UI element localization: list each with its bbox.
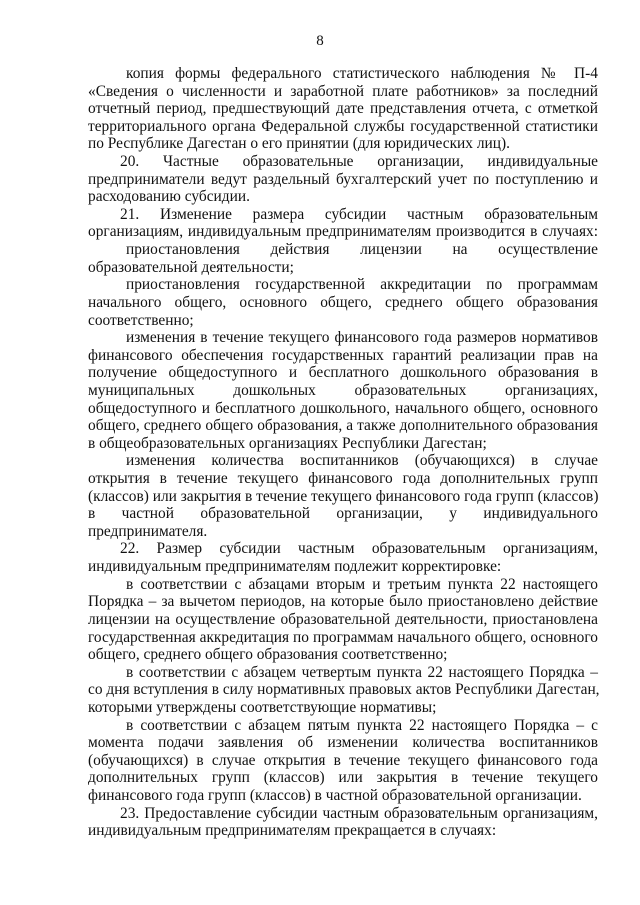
text-line: отчетный период, предшествующий дате представления отчета, с отметкой — [88, 100, 598, 118]
text-line: дополнительных групп (классов) или закрытия в течение текущего — [88, 769, 598, 787]
text-line: начального общего, основного общего, среднего общего образования — [88, 293, 598, 311]
text-line: в соответствии с абзацами вторым и третьим пункта 22 настоящего — [126, 575, 598, 593]
text-line: расходованию субсидии. — [88, 188, 250, 206]
text-line: территориального органа Федеральной службы государственной статистики — [88, 117, 598, 135]
text-line: приостановления государственной аккредитации по программам — [126, 276, 598, 294]
text-line: по Республике Дагестан о его принятии (для юридических лиц). — [88, 135, 510, 153]
text-line: (классов) или закрытия в течение текущего финансового года групп (классов) — [88, 487, 599, 505]
text-line: 20. Частные образовательные организации, индивидуальные — [120, 153, 598, 171]
text-line: организациям, индивидуальным предпринимателям производится в случаях: — [88, 223, 598, 241]
text-line: общего, среднего общего образования, а также дополнительного образования — [88, 417, 598, 435]
text-line: лицензии на осуществление образовательной деятельности, приостановлена — [88, 610, 598, 628]
text-line: Порядка – за вычетом периодов, на которые было приостановлено действие — [88, 593, 598, 611]
text-line: изменения количества воспитанников (обучающихся) в случае — [126, 452, 598, 470]
text-line: государственная аккредитация по программам начального общего, основного — [88, 628, 598, 646]
text-line: которыми утверждены соответствующие нормативы; — [88, 698, 437, 716]
text-line: со дня вступления в силу нормативных правовых актов Республики Дагестан, — [88, 681, 600, 699]
text-line: (обучающихся) в случае открытия в течение текущего финансового года — [88, 751, 598, 769]
text-line: в соответствии с абзацем пятым пункта 22 настоящего Порядка – с — [126, 716, 598, 734]
text-line: момента подачи заявления об изменении количества воспитанников — [88, 734, 598, 752]
text-line: в соответствии с абзацем четвертым пункта 22 настоящего Порядка – — [126, 663, 598, 681]
text-line: в частной образовательной организации, у индивидуального — [88, 505, 598, 523]
document-body — [88, 65, 598, 840]
text-line: индивидуальным предпринимателям подлежит корректировке: — [88, 558, 502, 576]
text-line: соответственно; — [88, 311, 194, 329]
text-line: «Сведения о численности и заработной плате работников» за последний — [88, 82, 598, 100]
text-line: копия формы федерального статистического наблюдения № П-4 — [126, 65, 598, 82]
page-number: 8 — [316, 33, 324, 49]
text-line: общего, среднего общего образования соответственно; — [88, 646, 448, 664]
text-line: 23. Предоставление субсидии частным образовательным организациям, — [120, 804, 598, 822]
text-line: изменения в течение текущего финансового года размеров нормативов — [126, 329, 598, 347]
text-line: предприниматели ведут раздельный бухгалтерский учет по поступлению и — [88, 170, 598, 188]
text-line: индивидуальным предпринимателям прекращается в случаях: — [88, 822, 497, 840]
text-line: приостановления действия лицензии на осуществление — [126, 241, 598, 259]
text-line: 22. Размер субсидии частным образовательным организациям, — [120, 540, 598, 558]
text-line: муниципальных дошкольных образовательных организациях, — [88, 381, 598, 399]
text-line: 21. Изменение размера субсидии частным образовательным — [120, 205, 598, 223]
text-line: общедоступного и бесплатного дошкольного, начального общего, основного — [88, 399, 598, 417]
text-line: в общеобразовательных организациях Республики Дагестан; — [88, 434, 487, 452]
text-line: финансового года групп (классов) в частной образовательной организации. — [88, 786, 582, 804]
text-line: финансового обеспечения государственных гарантий реализации прав на — [88, 346, 598, 364]
text-line: получение общедоступного и бесплатного дошкольного образования в — [88, 364, 598, 382]
text-line: открытия в течение текущего финансового года дополнительных групп — [88, 470, 598, 488]
text-line: предпринимателя. — [88, 522, 208, 540]
text-line: образовательной деятельности; — [88, 258, 294, 276]
